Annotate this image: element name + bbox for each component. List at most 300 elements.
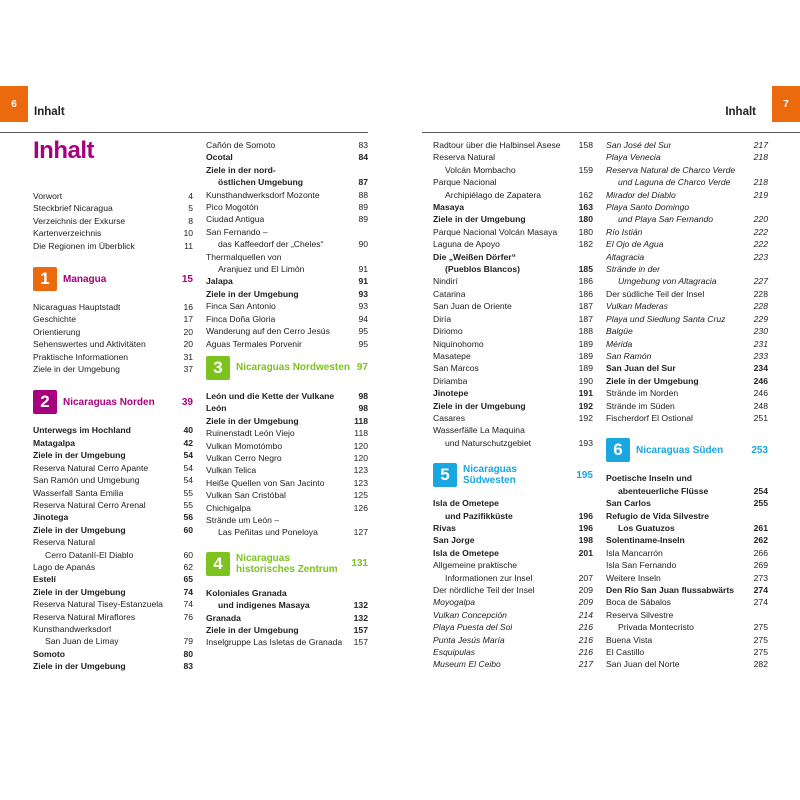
- toc-entry-title: Thermalquellen von: [206, 251, 282, 262]
- toc-entry-title: San Ramón: [606, 350, 652, 361]
- toc-entry-title: Nicaraguas Hauptstadt: [33, 302, 121, 313]
- toc-entry-title: Las Peñitas und Poneloya: [218, 527, 318, 538]
- toc-entry-title: Kunsthandwerksdorf Mozonte: [206, 189, 320, 200]
- toc-entry-page: 60: [183, 549, 193, 560]
- toc-entry-title: Reserva Natural: [433, 152, 496, 163]
- toc-entry: [206, 238, 368, 250]
- toc-entry-title: Río Istián: [606, 226, 643, 237]
- toc-entry-page: 246: [753, 375, 768, 386]
- toc-list: [606, 472, 768, 671]
- toc-entry-title: Diriomo: [433, 326, 463, 337]
- toc-entry: [433, 572, 593, 584]
- toc-entry: [606, 522, 768, 534]
- toc-entry-title: Umgebung von Altagracia: [618, 276, 717, 287]
- toc-entry-page: 187: [578, 313, 593, 324]
- toc-entry: [433, 300, 593, 312]
- toc-entry-title: und Laguna de Charco Verde: [618, 177, 731, 188]
- toc-entry-title: Rivas: [433, 522, 456, 533]
- toc-entry: [606, 485, 768, 497]
- toc-entry-page: 127: [353, 527, 368, 538]
- toc-entry-title: Isla Mancarrón: [606, 547, 663, 558]
- toc-entry: [206, 189, 368, 201]
- toc-entry-title: Reserva Natural de Charco Verde: [606, 164, 736, 175]
- toc-entry-page: 163: [578, 202, 593, 213]
- toc-entry: [33, 561, 193, 573]
- toc-entry-title: Moyogalpa: [433, 597, 476, 608]
- toc-entry-title: Ciudad Antigua: [206, 214, 265, 225]
- toc-entry: [33, 611, 193, 623]
- toc-entry: [33, 227, 193, 239]
- toc-entry-page: 266: [753, 547, 768, 558]
- toc-entry-page: 209: [578, 597, 593, 608]
- toc-entry-title: Ruinenstadt León Viejo: [206, 428, 295, 439]
- toc-entry-page: 157: [353, 637, 368, 648]
- toc-entry-title: San Juan de Limay: [45, 636, 119, 647]
- toc-entry-title: Parque Nacional Volcán Masaya: [433, 226, 558, 237]
- toc-entry-title: Kartenverzeichnis: [33, 228, 102, 239]
- toc-entry: [433, 139, 593, 151]
- toc-entry: [33, 326, 193, 338]
- toc-entry-title: Vulkan Cerro Negro: [206, 452, 282, 463]
- toc-entry-title: Reserva Natural: [33, 537, 96, 548]
- toc-entry: [33, 536, 193, 548]
- section-heading-nordwesten: [206, 356, 368, 380]
- toc-entry-title: Finca Doña Gloria: [206, 313, 276, 324]
- toc-entry-page: 54: [183, 450, 193, 461]
- toc-entry-page: 201: [578, 547, 593, 558]
- toc-entry-page: 8: [188, 215, 193, 226]
- section-number-badge: 6: [606, 438, 630, 462]
- toc-entry-title: Wasserfall Santa Emilia: [33, 487, 124, 498]
- toc-entry-title: Ziele in der Umgebung: [433, 214, 526, 225]
- toc-entry-page: 217: [753, 140, 768, 150]
- toc-entry: [433, 251, 593, 263]
- toc-entry-title: Playa Santo Domingo: [606, 202, 690, 213]
- toc-entry-title: Jinotepe: [433, 388, 469, 399]
- toc-entry: [433, 189, 593, 201]
- toc-entry-title: Reserva Natural Cerro Arenal: [33, 499, 146, 510]
- section-heading-zentrum: [206, 551, 368, 577]
- toc-entry-title: Ziele in der Umgebung: [33, 450, 126, 461]
- toc-entry-title: Altagracia: [606, 251, 645, 262]
- toc-entry-page: 251: [753, 412, 768, 423]
- toc-entry: [606, 400, 768, 412]
- toc-entry: [433, 547, 593, 559]
- toc-entry: [606, 350, 768, 362]
- toc-entry: [433, 375, 593, 387]
- toc-entry-title: Nindirí: [433, 276, 458, 287]
- toc-entry-title: Strände im Süden: [606, 400, 675, 411]
- toc-entry: [606, 189, 768, 201]
- toc-entry-page: 275: [753, 622, 768, 633]
- toc-entry-page: 56: [183, 512, 193, 523]
- toc-entry: [606, 472, 768, 484]
- toc-entry-title: San Juan de Oriente: [433, 301, 512, 312]
- toc-list: [606, 139, 768, 424]
- toc-entry: [206, 275, 368, 287]
- toc-entry-page: 227: [753, 276, 768, 287]
- toc-entry-title: Mirador del Diablo: [606, 189, 676, 200]
- toc-entry-title: Aguas Termales Porvenir: [206, 338, 302, 349]
- section-number-badge: 5: [433, 463, 457, 487]
- toc-entry-title: Granada: [206, 612, 241, 623]
- toc-entry: [606, 634, 768, 646]
- toc-entry-page: 95: [358, 326, 368, 337]
- section-page: 131: [351, 558, 368, 570]
- toc-entry: [606, 412, 768, 424]
- toc-entry: [33, 313, 193, 325]
- toc-entry: [606, 300, 768, 312]
- toc-entry-page: 90: [358, 239, 368, 250]
- toc-entry-page: 11: [184, 240, 193, 251]
- toc-entry-title: Solentiname-Inseln: [606, 535, 685, 546]
- toc-entry: [33, 598, 193, 610]
- toc-entry: [33, 586, 193, 598]
- toc-entry-page: 209: [578, 585, 593, 595]
- toc-entry-page: 189: [578, 338, 593, 349]
- toc-entry: [606, 176, 768, 188]
- toc-entry-page: 228: [753, 288, 768, 299]
- toc-entry-page: 261: [753, 522, 768, 533]
- toc-entry-page: 246: [753, 388, 768, 399]
- section-title: Nicaraguas Süden: [636, 444, 724, 456]
- toc-entry-title: Vulkan Maderas: [606, 301, 668, 312]
- toc-entry-title: San Juan del Sur: [606, 363, 676, 374]
- toc-entry-page: 248: [753, 400, 768, 411]
- toc-entry: [433, 201, 593, 213]
- toc-entry: [433, 387, 593, 399]
- toc-entry-page: 186: [578, 288, 593, 299]
- section-heading-suedwesten: [433, 463, 593, 487]
- toc-entry: [433, 596, 593, 608]
- toc-entry-page: 84: [358, 152, 368, 163]
- toc-entry: [606, 572, 768, 584]
- toc-entry-title: Museum El Ceibo: [433, 659, 501, 670]
- toc-entry: [206, 226, 368, 238]
- toc-entry: [606, 621, 768, 633]
- toc-entry: [33, 648, 193, 660]
- toc-entry: [606, 362, 768, 374]
- toc-entry: [433, 522, 593, 534]
- toc-entry-title: Unterwegs im Hochland: [33, 425, 131, 436]
- toc-entry-title: Vorwort: [33, 191, 63, 201]
- toc-entry: [433, 609, 593, 621]
- toc-entry-title: Vulkan Concepción: [433, 609, 507, 620]
- toc-entry-page: 94: [358, 313, 368, 324]
- toc-entry: [206, 464, 368, 476]
- toc-entry-title: Orientierung: [33, 326, 81, 337]
- toc-entry-title: Ziele in der Umgebung: [206, 288, 299, 299]
- toc-entry-title: Vulkan San Cristóbal: [206, 490, 286, 501]
- section-page: 97: [356, 362, 368, 374]
- section-page: 39: [181, 396, 193, 408]
- toc-entry-title: Lago de Apanás: [33, 561, 96, 572]
- toc-entry-page: 191: [578, 388, 593, 399]
- toc-entry: [33, 215, 193, 227]
- toc-entry: [606, 375, 768, 387]
- toc-entry: [206, 612, 368, 624]
- toc-entry: [433, 151, 593, 163]
- toc-entry-page: 216: [578, 647, 593, 658]
- toc-entry-title: und Pazifikküste: [445, 510, 513, 521]
- toc-entry-title: Sehenswertes und Aktivitäten: [33, 339, 146, 350]
- toc-entry-page: 91: [358, 276, 368, 287]
- toc-entry-page: 198: [578, 535, 593, 546]
- toc-entry-title: León: [206, 403, 227, 414]
- toc-entry: [606, 596, 768, 608]
- toc-entry: [606, 559, 768, 571]
- toc-entry: [433, 338, 593, 350]
- toc-entry-page: 228: [753, 301, 768, 312]
- toc-entry-page: 187: [578, 301, 593, 312]
- toc-entry-title: Praktische Informationen: [33, 351, 129, 362]
- toc-entry: [433, 437, 593, 449]
- toc-entry: [33, 499, 193, 511]
- toc-entry: [433, 350, 593, 362]
- toc-entry-title: Die Regionen im Überblick: [33, 240, 135, 251]
- toc-entry: [33, 240, 193, 252]
- toc-entry: [433, 497, 593, 509]
- toc-entry: [433, 400, 593, 412]
- toc-entry-title: Ziele in der Umgebung: [33, 524, 126, 535]
- toc-entry: [206, 139, 368, 151]
- toc-entry-page: 54: [183, 462, 193, 473]
- toc-list: [206, 587, 368, 649]
- toc-entry-title: Die „Weißen Dörfer“: [433, 251, 516, 262]
- toc-column-4: [606, 139, 768, 671]
- toc-entry: [606, 658, 768, 670]
- toc-entry-page: 79: [183, 636, 193, 647]
- toc-list: [206, 390, 368, 539]
- section-number-badge: 1: [33, 267, 57, 291]
- toc-entry: [206, 402, 368, 414]
- toc-entry: [206, 514, 368, 526]
- toc-entry-page: 125: [353, 490, 368, 501]
- toc-entry-title: Volcán Mombacho: [445, 164, 516, 175]
- toc-entry: [33, 474, 193, 486]
- toc-entry: [606, 547, 768, 559]
- toc-entry-page: 186: [578, 276, 593, 287]
- toc-entry-page: 76: [183, 611, 193, 622]
- toc-entry-title: Den Río San Juan flussabwärts: [606, 585, 734, 595]
- toc-entry-page: 123: [353, 465, 368, 476]
- toc-entry: [433, 226, 593, 238]
- toc-entry: [433, 313, 593, 325]
- toc-entry-title: San Juan del Norte: [606, 659, 680, 670]
- toc-entry-title: Aranjuez und El Limón: [218, 264, 305, 275]
- toc-entry-page: 98: [358, 390, 368, 401]
- toc-entry: [33, 338, 193, 350]
- toc-entry-page: 4: [188, 191, 193, 201]
- toc-entry-title: Koloniales Granada: [206, 587, 287, 598]
- toc-entry-page: 89: [358, 214, 368, 225]
- toc-entry: [606, 338, 768, 350]
- toc-entry: [33, 437, 193, 449]
- toc-entry-page: 83: [183, 661, 193, 672]
- toc-entry-title: Vulkan Telica: [206, 465, 257, 476]
- toc-entry-page: 93: [358, 288, 368, 299]
- toc-entry: [33, 424, 193, 436]
- toc-entry: [206, 636, 368, 648]
- toc-entry: [606, 534, 768, 546]
- toc-entry-title: Fischerdorf El Ostional: [606, 412, 693, 423]
- toc-entry-page: 229: [753, 313, 768, 324]
- section-title-line: Nicaraguas: [236, 552, 290, 564]
- toc-entry-page: 31: [183, 351, 193, 362]
- toc-entry-title: Reserva Natural Cerro Apante: [33, 462, 149, 473]
- section-title: Nicaraguas Südwesten: [463, 464, 517, 487]
- toc-entry-page: 162: [578, 189, 593, 200]
- toc-entry: [206, 151, 368, 163]
- toc-entry-title: Privada Montecristo: [618, 622, 694, 633]
- toc-entry-page: 98: [358, 403, 368, 414]
- toc-entry-page: 158: [578, 140, 593, 150]
- toc-entry-page: 192: [578, 412, 593, 423]
- toc-entry-page: 87: [358, 177, 368, 188]
- toc-entry-title: Archipiélago de Zapatera: [445, 189, 542, 200]
- section-heading-sueden: [606, 438, 768, 462]
- toc-entry: [206, 300, 368, 312]
- toc-entry: [206, 176, 368, 188]
- toc-entry-title: Ziele in der Umgebung: [33, 586, 126, 597]
- toc-entry-page: 214: [578, 609, 593, 620]
- toc-entry-page: 120: [353, 452, 368, 463]
- toc-entry: [33, 660, 193, 672]
- toc-entry: [33, 623, 193, 635]
- toc-entry-page: 60: [183, 524, 193, 535]
- toc-entry: [433, 275, 593, 287]
- toc-entry: [206, 164, 368, 176]
- toc-entry-title: Der nördliche Teil der Insel: [433, 585, 535, 595]
- toc-list: [433, 497, 593, 671]
- toc-entry-page: 180: [578, 214, 593, 225]
- toc-entry-title: Cerro Datanlí-El Diablo: [45, 549, 134, 560]
- toc-entry-title: Playa und Siedlung Santa Cruz: [606, 313, 726, 324]
- toc-entry-title: Esquipulas: [433, 647, 476, 658]
- toc-entry-title: Cañón de Somoto: [206, 140, 276, 150]
- page-title: Inhalt: [33, 137, 94, 164]
- toc-entry: [433, 362, 593, 374]
- toc-entry: [606, 510, 768, 522]
- toc-entry-title: Ziele in der Umgebung: [433, 400, 526, 411]
- toc-entry-title: Wasserfälle La Maquina: [433, 425, 525, 436]
- toc-column-2: [206, 139, 368, 649]
- toc-entry-page: 91: [358, 264, 368, 275]
- toc-entry-page: 93: [358, 301, 368, 312]
- toc-entry-title: El Ojo de Agua: [606, 239, 664, 250]
- toc-entry-page: 126: [353, 502, 368, 513]
- toc-entry: [206, 624, 368, 636]
- toc-entry-title: und Naturschutzgebiet: [445, 437, 531, 448]
- toc-entry-page: 74: [183, 599, 193, 610]
- toc-entry: [606, 313, 768, 325]
- toc-entry: [206, 213, 368, 225]
- toc-list: [433, 139, 593, 449]
- toc-entry: [606, 497, 768, 509]
- toc-entry-page: 89: [358, 202, 368, 213]
- toc-entry: [206, 502, 368, 514]
- toc-entry-page: 10: [183, 228, 193, 239]
- toc-entry-page: 220: [753, 214, 768, 225]
- toc-entry: [606, 325, 768, 337]
- toc-entry: [33, 511, 193, 523]
- toc-entry-title: San Ramón und Umgebung: [33, 475, 140, 486]
- toc-entry-title: Laguna de Apoyo: [433, 239, 500, 250]
- toc-entry-title: Diría: [433, 313, 452, 324]
- toc-entry: [433, 213, 593, 225]
- toc-entry: [433, 658, 593, 670]
- toc-entry-title: Isla de Ometepe: [433, 547, 499, 558]
- toc-entry-title: El Castillo: [606, 647, 645, 658]
- toc-entry-title: und Playa San Fernando: [618, 214, 714, 225]
- toc-entry: [33, 363, 193, 375]
- toc-entry-title: Chichigalpa: [206, 502, 251, 513]
- toc-entry-title: Informationen zur Insel: [445, 572, 533, 583]
- toc-entry-title: Somoto: [33, 648, 65, 659]
- toc-entry-page: 157: [353, 625, 368, 635]
- toc-entry-page: 275: [753, 634, 768, 645]
- toc-entry-page: 80: [183, 648, 193, 659]
- toc-entry-page: 189: [578, 350, 593, 361]
- toc-entry-page: 231: [753, 338, 768, 349]
- section-page: 253: [751, 444, 768, 456]
- toc-entry: [606, 387, 768, 399]
- toc-entry-title: San Carlos: [606, 498, 651, 509]
- toc-entry-page: 20: [183, 339, 193, 350]
- toc-entry-title: Geschichte: [33, 314, 76, 325]
- toc-entry: [33, 449, 193, 461]
- toc-entry-page: 180: [578, 226, 593, 237]
- toc-entry: [606, 251, 768, 263]
- toc-entry-page: 216: [578, 634, 593, 645]
- toc-entry: [206, 325, 368, 337]
- section-number-badge: 3: [206, 356, 230, 380]
- toc-entry: [433, 164, 593, 176]
- toc-entry-title: Strände in der: [606, 264, 660, 275]
- toc-entry-page: 217: [578, 659, 593, 670]
- toc-entry-page: 185: [578, 264, 593, 275]
- section-page: 15: [181, 273, 193, 285]
- toc-entry: [206, 452, 368, 464]
- toc-entry-page: 222: [753, 226, 768, 237]
- toc-entry-page: 65: [183, 574, 193, 585]
- toc-entry-title: Mérida: [606, 338, 633, 349]
- toc-entry: [433, 263, 593, 275]
- toc-entry-page: 192: [578, 400, 593, 411]
- section-title: [236, 553, 347, 575]
- toc-entry-page: 37: [183, 364, 193, 375]
- toc-entry-page: 218: [753, 152, 768, 163]
- section-title: Nicaraguas Norden: [63, 396, 155, 408]
- toc-entry: [606, 201, 768, 213]
- toc-entry-title: Matagalpa: [33, 437, 76, 448]
- toc-entry-title: Buena Vista: [606, 634, 653, 645]
- toc-entry-title: Ziele in der nord-: [206, 164, 276, 175]
- toc-entry-title: Strände um León –: [206, 514, 280, 525]
- toc-entry-page: 189: [578, 363, 593, 374]
- toc-entry-page: 83: [358, 140, 368, 150]
- toc-entry-page: 74: [183, 586, 193, 597]
- toc-entry-title: Wanderung auf den Cerro Jesús: [206, 326, 330, 337]
- toc-entry-title: Niquinohomo: [433, 338, 484, 349]
- toc-column-3: [433, 139, 593, 671]
- toc-entry-page: 216: [578, 622, 593, 633]
- toc-entry-page: 5: [188, 203, 193, 214]
- toc-entry-page: 118: [354, 428, 368, 439]
- toc-entry: [433, 621, 593, 633]
- toc-entry-page: 282: [753, 659, 768, 670]
- toc-entry-page: 234: [753, 363, 768, 374]
